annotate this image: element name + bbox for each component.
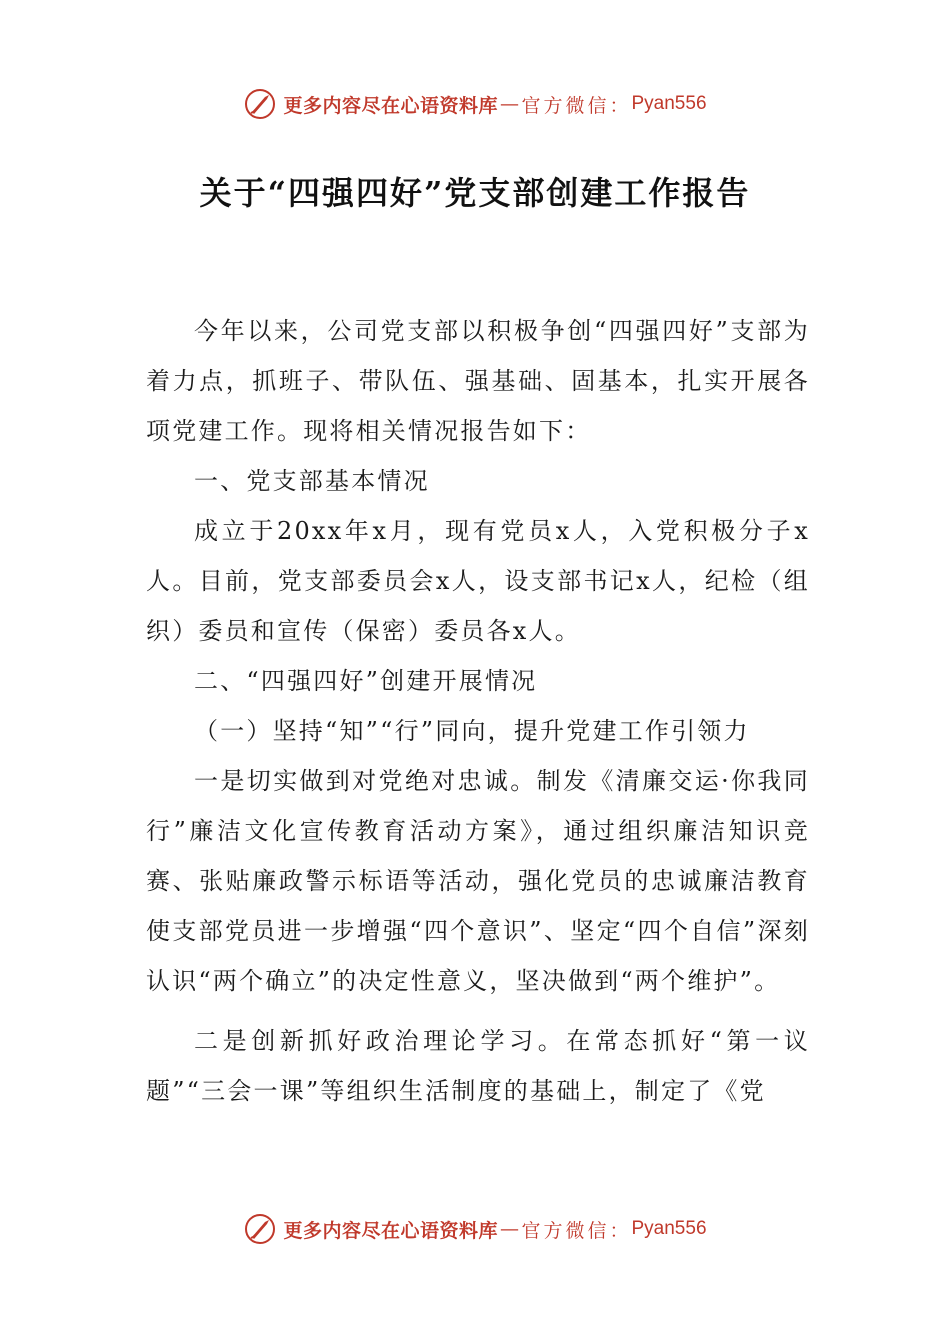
document-body bbox=[146, 306, 810, 1116]
watermark-contact-label: 官方微信： bbox=[521, 94, 632, 117]
watermark-brand: 更多内容尽在心语资料库 bbox=[283, 1219, 498, 1242]
section-heading-basic-info: 一、党支部基本情况 bbox=[194, 467, 430, 495]
header-watermark bbox=[0, 84, 950, 124]
paragraph-basic-info: 成立于20xx年x月，现有党员x人，入党积极分子x人。目前，党支部委员会x人，设支部书记x人，纪检（组织）委员和宣传（保密）委员各x人。 bbox=[146, 517, 810, 645]
subsection-heading-1: （一）坚持“知”“行”同向，提升党建工作引领力 bbox=[194, 717, 750, 745]
paragraph-loyalty: 一是切实做到对党绝对忠诚。制发《清廉交运·你我同行”廉洁文化宣传教育活动方案》，通过组织廉洁知识竞赛、张贴廉政警示标语等活动，强化党员的忠诚廉洁教育使支部党员进一步增强“四个意识”、坚定“四个自信”深刻认识“两个确立”的决定性意义，坚决做到“两个维护”。 bbox=[146, 767, 810, 995]
paragraph-intro: 今年以来，公司党支部以积极争创“四强四好”支部为着力点，抓班子、带队伍、强基础、固基本，扎实开展各项党建工作。现将相关情况报告如下： bbox=[146, 317, 810, 445]
watermark-contact-id: Pyan556 bbox=[631, 1218, 707, 1239]
footer-watermark bbox=[0, 1209, 950, 1249]
watermark-contact-label: 官方微信： bbox=[521, 1219, 632, 1242]
watermark-dash: — bbox=[499, 93, 520, 115]
quill-pen-icon bbox=[243, 87, 277, 121]
document-title: 关于“四强四好”党支部创建工作报告 bbox=[199, 174, 751, 212]
watermark-dash: — bbox=[499, 1218, 520, 1240]
section-heading-progress: 二、“四强四好”创建开展情况 bbox=[194, 667, 538, 695]
watermark-brand: 更多内容尽在心语资料库 bbox=[283, 94, 498, 117]
paragraph-study: 二是创新抓好政治理论学习。在常态抓好“第一议题”“三会一课”等组织生活制度的基础上，制定了《党 bbox=[146, 1027, 810, 1105]
watermark-contact-id: Pyan556 bbox=[631, 93, 707, 114]
quill-pen-icon bbox=[243, 1212, 277, 1246]
